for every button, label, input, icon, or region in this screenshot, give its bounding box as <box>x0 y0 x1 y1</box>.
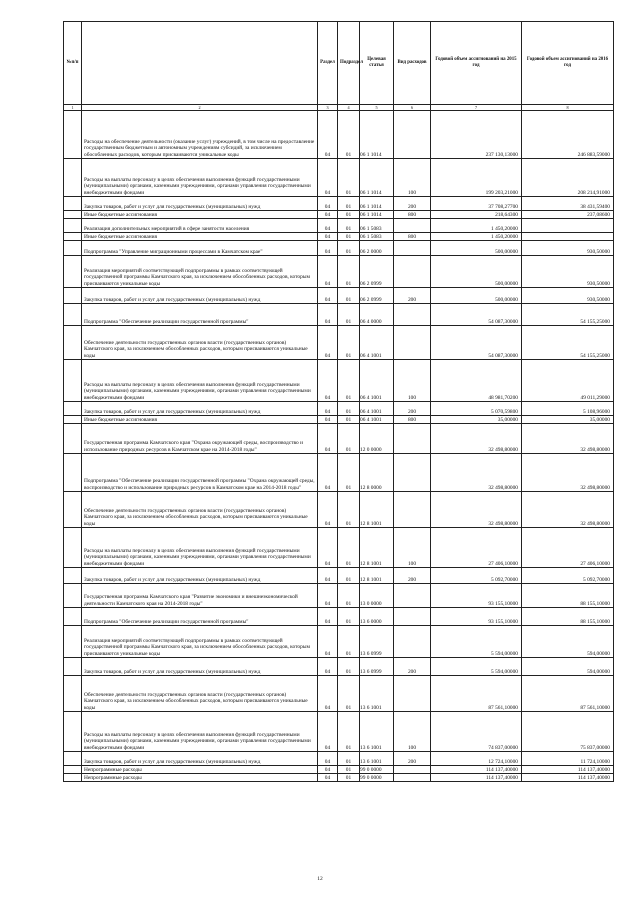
table-row <box>64 416 614 424</box>
row-value-2015: 93 155,10000 <box>431 584 522 608</box>
row-podrazdel: 01 <box>338 304 360 326</box>
budget-table-sheet <box>63 21 613 782</box>
row-value-2016: 38 431,59400 <box>522 197 614 211</box>
row-name: Расходы на обеспечение деятельности (оказание услуг) учреждений, в том числе на предоставление государственным бюджетным и автономным учреждениям субсидий, за исключением обособленных расходов, которым присваиваются уникальные коды <box>82 111 318 159</box>
table-row <box>64 658 614 676</box>
row-podrazdel: 01 <box>338 454 360 492</box>
col-number: 4 <box>338 105 360 111</box>
row-name: Обеспечение деятельности государственных органов власти (государственных органов) Камчатского края, за исключением обособленных расходов, которым присваиваются уникальные коды <box>82 326 318 360</box>
row-name: Иные бюджетные ассигнования <box>82 211 318 219</box>
row-podrazdel: 01 <box>338 111 360 159</box>
row-podrazdel: 01 <box>338 676 360 712</box>
header-razdel: Раздел <box>318 22 338 105</box>
budget-table <box>63 21 614 782</box>
row-podrazdel: 01 <box>338 256 360 288</box>
row-value-2016: 594,00000 <box>522 658 614 676</box>
row-exp-type <box>394 241 431 256</box>
table-row <box>64 424 614 454</box>
row-podrazdel: 01 <box>338 197 360 211</box>
row-exp-type <box>394 111 431 159</box>
row-number <box>64 774 82 782</box>
row-value-2016: 88 155,10000 <box>522 584 614 608</box>
row-razdel: 04 <box>318 424 338 454</box>
row-razdel: 04 <box>318 712 338 752</box>
row-podrazdel: 01 <box>338 288 360 304</box>
row-podrazdel: 01 <box>338 241 360 256</box>
row-target: 13 6 1001 <box>360 712 394 752</box>
row-exp-type: 200 <box>394 658 431 676</box>
row-number <box>64 241 82 256</box>
table-row <box>64 492 614 528</box>
row-value-2016: 930,50000 <box>522 241 614 256</box>
row-razdel: 04 <box>318 326 338 360</box>
row-target: 06 1 5083 <box>360 219 394 233</box>
row-value-2016: 237,08600 <box>522 211 614 219</box>
row-number <box>64 454 82 492</box>
table-row <box>64 676 614 712</box>
row-value-2016: 11 724,10000 <box>522 752 614 766</box>
table-row <box>64 626 614 658</box>
row-target: 12 8 1001 <box>360 492 394 528</box>
col-number: 1 <box>64 105 82 111</box>
row-name: Обеспечение деятельности государственных органов власти (государственных органов) Камчатского края, за исключением обособленных расходов, которым присваиваются уникальные коды <box>82 676 318 712</box>
row-name: Непрограммные расходы <box>82 774 318 782</box>
col-number: 8 <box>522 105 614 111</box>
col-number: 3 <box>318 105 338 111</box>
row-name: Закупка товаров, работ и услуг для государственных (муниципальных) нужд <box>82 658 318 676</box>
table-row <box>64 111 614 159</box>
row-target: 06 1 1014 <box>360 211 394 219</box>
row-target: 06 2 0000 <box>360 241 394 256</box>
row-number <box>64 752 82 766</box>
table-row <box>64 159 614 197</box>
row-exp-type: 200 <box>394 402 431 416</box>
row-podrazdel: 01 <box>338 774 360 782</box>
row-value-2016 <box>522 233 614 241</box>
table-row <box>64 304 614 326</box>
row-value-2015: 48 981,70200 <box>431 360 522 402</box>
row-exp-type <box>394 256 431 288</box>
col-number: 7 <box>431 105 522 111</box>
row-value-2016: 32 498,80000 <box>522 424 614 454</box>
table-row <box>64 752 614 766</box>
row-exp-type <box>394 626 431 658</box>
row-name: Закупка товаров, работ и услуг для государственных (муниципальных) нужд <box>82 568 318 584</box>
col-number: 6 <box>394 105 431 111</box>
table-row <box>64 402 614 416</box>
row-number <box>64 233 82 241</box>
table-row <box>64 233 614 241</box>
row-razdel: 04 <box>318 416 338 424</box>
table-row <box>64 766 614 774</box>
row-number <box>64 219 82 233</box>
row-number <box>64 492 82 528</box>
row-podrazdel: 01 <box>338 608 360 626</box>
row-number <box>64 111 82 159</box>
row-target: 13 6 1001 <box>360 752 394 766</box>
row-exp-type <box>394 676 431 712</box>
row-name: Реализация дополнительных мероприятий в сфере занятости населения <box>82 219 318 233</box>
table-row <box>64 528 614 568</box>
table-row <box>64 568 614 584</box>
row-podrazdel: 01 <box>338 568 360 584</box>
table-row <box>64 454 614 492</box>
row-target: 06 4 1001 <box>360 416 394 424</box>
row-razdel: 04 <box>318 676 338 712</box>
row-value-2015: 12 724,10000 <box>431 752 522 766</box>
row-exp-type: 100 <box>394 528 431 568</box>
row-podrazdel: 01 <box>338 658 360 676</box>
row-name: Подпрограмма "Управление миграционными процессами в Камчатском крае" <box>82 241 318 256</box>
row-razdel: 04 <box>318 528 338 568</box>
row-value-2015: 35,00000 <box>431 416 522 424</box>
row-value-2016: 208 214,91000 <box>522 159 614 197</box>
row-name: Подпрограмма "Обеспечение реализации государственной программы" <box>82 304 318 326</box>
row-number <box>64 288 82 304</box>
row-podrazdel: 01 <box>338 159 360 197</box>
row-exp-type <box>394 454 431 492</box>
row-value-2015: 93 155,10000 <box>431 608 522 626</box>
row-name: Расходы на выплаты персоналу в целях обеспечения выполнения функций государственными (муниципальными) органами, казенными учреждениями, органами управления государственными внебюджетными фондами <box>82 528 318 568</box>
row-name: Закупка товаров, работ и услуг для государственных (муниципальных) нужд <box>82 197 318 211</box>
row-exp-type: 100 <box>394 712 431 752</box>
row-razdel: 04 <box>318 197 338 211</box>
row-value-2016: 54 155,25000 <box>522 304 614 326</box>
row-name: Обеспечение деятельности государственных органов власти (государственных органов) Камчатского края, за исключением обособленных расходов, которым присваиваются уникальные коды <box>82 492 318 528</box>
row-name: Закупка товаров, работ и услуг для государственных (муниципальных) нужд <box>82 288 318 304</box>
row-number <box>64 416 82 424</box>
row-number <box>64 766 82 774</box>
row-value-2016: 246 883,59000 <box>522 111 614 159</box>
row-name: Непрограммные расходы <box>82 766 318 774</box>
table-row <box>64 219 614 233</box>
row-name: Реализация мероприятий соответствующей подпрограммы в рамках соответствующей государственной программы Камчатского края, за исключением обособленных расходов, которым присваиваются уникальные коды <box>82 256 318 288</box>
row-podrazdel: 01 <box>338 766 360 774</box>
row-name: Иные бюджетные ассигнования <box>82 233 318 241</box>
header-name <box>82 22 318 105</box>
row-number <box>64 326 82 360</box>
row-value-2016: 54 155,25000 <box>522 326 614 360</box>
row-value-2016: 88 155,10000 <box>522 608 614 626</box>
row-razdel: 04 <box>318 774 338 782</box>
row-exp-type <box>394 584 431 608</box>
row-number <box>64 676 82 712</box>
row-podrazdel: 01 <box>338 712 360 752</box>
row-exp-type: 200 <box>394 197 431 211</box>
row-name: Закупка товаров, работ и услуг для государственных (муниципальных) нужд <box>82 752 318 766</box>
row-target: 13 0 0000 <box>360 584 394 608</box>
row-exp-type: 200 <box>394 752 431 766</box>
table-row <box>64 360 614 402</box>
row-target: 06 1 5083 <box>360 233 394 241</box>
table-row <box>64 288 614 304</box>
row-podrazdel: 01 <box>338 492 360 528</box>
row-value-2016: 594,00000 <box>522 626 614 658</box>
row-target: 06 4 0000 <box>360 304 394 326</box>
header-podrazdel: Подраздел <box>338 22 360 105</box>
row-exp-type <box>394 326 431 360</box>
row-value-2016: 5 108,96000 <box>522 402 614 416</box>
row-name: Государственная программа Камчатского края "Охрана окружающей среды, воспроизводство и использование природных ресурсов в Камчатском крае на 2014-2018 годы" <box>82 424 318 454</box>
row-value-2015: 500,00000 <box>431 288 522 304</box>
row-value-2015: 1 450,20000 <box>431 219 522 233</box>
row-exp-type: 200 <box>394 288 431 304</box>
row-target: 12 8 1001 <box>360 528 394 568</box>
row-exp-type <box>394 219 431 233</box>
row-name: Закупка товаров, работ и услуг для государственных (муниципальных) нужд <box>82 402 318 416</box>
row-target: 06 1 1014 <box>360 111 394 159</box>
row-number <box>64 528 82 568</box>
table-row <box>64 608 614 626</box>
row-razdel: 04 <box>318 211 338 219</box>
row-razdel: 04 <box>318 219 338 233</box>
row-razdel: 04 <box>318 241 338 256</box>
row-value-2015: 37 708,27700 <box>431 197 522 211</box>
row-value-2015: 32 498,80000 <box>431 424 522 454</box>
table-header-row <box>64 22 614 105</box>
row-podrazdel: 01 <box>338 211 360 219</box>
row-value-2015: 54 087,30000 <box>431 326 522 360</box>
col-number: 2 <box>82 105 318 111</box>
row-target: 06 4 1001 <box>360 326 394 360</box>
row-name: Подпрограмма "Обеспечение реализации государственной программы" <box>82 608 318 626</box>
row-target: 06 2 0999 <box>360 288 394 304</box>
row-value-2015: 54 087,30000 <box>431 304 522 326</box>
row-podrazdel: 01 <box>338 326 360 360</box>
table-body <box>64 111 614 782</box>
row-number <box>64 304 82 326</box>
header-2015: Годовой объем ассигнований на 2015 год <box>431 22 522 105</box>
row-number <box>64 568 82 584</box>
row-name: Расходы на выплаты персоналу в целях обеспечения выполнения функций государственными (муниципальными) органами, казенными учреждениями, органами управления государственными внебюджетными фондами <box>82 360 318 402</box>
row-value-2016: 114 137,40000 <box>522 774 614 782</box>
row-value-2015: 114 137,40000 <box>431 774 522 782</box>
row-razdel: 04 <box>318 402 338 416</box>
row-podrazdel: 01 <box>338 752 360 766</box>
row-exp-type: 800 <box>394 233 431 241</box>
row-value-2015: 5 070,59800 <box>431 402 522 416</box>
row-value-2015: 500,00000 <box>431 256 522 288</box>
row-value-2016: 35,00000 <box>522 416 614 424</box>
row-razdel: 04 <box>318 766 338 774</box>
header-exp-type: Вид расходов <box>394 22 431 105</box>
row-target: 06 4 1001 <box>360 402 394 416</box>
row-value-2016: 49 011,29000 <box>522 360 614 402</box>
header-2016: Годовой объем ассигнований на 2016 год <box>522 22 614 105</box>
row-exp-type: 100 <box>394 159 431 197</box>
row-podrazdel: 01 <box>338 402 360 416</box>
row-number <box>64 424 82 454</box>
row-exp-type: 200 <box>394 568 431 584</box>
row-target: 06 1 1014 <box>360 159 394 197</box>
row-value-2015: 32 498,80000 <box>431 454 522 492</box>
row-value-2015: 5 594,00000 <box>431 658 522 676</box>
row-value-2015: 32 498,80000 <box>431 492 522 528</box>
table-row <box>64 774 614 782</box>
row-value-2015: 199 203,21000 <box>431 159 522 197</box>
row-number <box>64 712 82 752</box>
row-value-2016: 5 092,70000 <box>522 568 614 584</box>
row-podrazdel: 01 <box>338 584 360 608</box>
row-razdel: 04 <box>318 584 338 608</box>
col-number: 5 <box>360 105 394 111</box>
row-value-2016: 930,50000 <box>522 256 614 288</box>
row-exp-type <box>394 766 431 774</box>
row-exp-type <box>394 774 431 782</box>
row-podrazdel: 01 <box>338 626 360 658</box>
row-exp-type <box>394 492 431 528</box>
row-exp-type <box>394 608 431 626</box>
row-value-2016: 32 498,80000 <box>522 492 614 528</box>
table-row <box>64 197 614 211</box>
table-row <box>64 712 614 752</box>
row-value-2016: 75 837,00000 <box>522 712 614 752</box>
row-razdel: 04 <box>318 568 338 584</box>
header-num: №п/п <box>64 22 82 105</box>
row-podrazdel: 01 <box>338 528 360 568</box>
row-value-2015: 5 092,70000 <box>431 568 522 584</box>
row-razdel: 04 <box>318 752 338 766</box>
row-podrazdel: 01 <box>338 219 360 233</box>
row-exp-type: 100 <box>394 360 431 402</box>
row-razdel: 04 <box>318 658 338 676</box>
row-value-2015: 87 561,10000 <box>431 676 522 712</box>
row-target: 99 0 0000 <box>360 774 394 782</box>
row-number <box>64 211 82 219</box>
row-podrazdel: 01 <box>338 424 360 454</box>
row-value-2015: 5 594,00000 <box>431 626 522 658</box>
table-row <box>64 211 614 219</box>
row-value-2015: 1 450,20000 <box>431 233 522 241</box>
header-target: Целевая статья <box>360 22 394 105</box>
row-razdel: 04 <box>318 492 338 528</box>
row-exp-type <box>394 424 431 454</box>
row-value-2015: 74 837,00000 <box>431 712 522 752</box>
table-row <box>64 241 614 256</box>
row-name: Подпрограмма "Обеспечение реализации государственной программы "Охрана окружающей среды, воспроизводство и использование природных ресурсов в Камчатском крае на 2014-2018 годы" <box>82 454 318 492</box>
row-value-2015: 218,64300 <box>431 211 522 219</box>
row-razdel: 04 <box>318 111 338 159</box>
row-target: 06 4 1001 <box>360 360 394 402</box>
row-value-2016: 32 498,80000 <box>522 454 614 492</box>
row-razdel: 04 <box>318 304 338 326</box>
row-target: 99 0 0000 <box>360 766 394 774</box>
row-number <box>64 197 82 211</box>
row-number <box>64 159 82 197</box>
row-number <box>64 256 82 288</box>
row-value-2015: 27 406,10000 <box>431 528 522 568</box>
row-number <box>64 626 82 658</box>
row-podrazdel: 01 <box>338 360 360 402</box>
row-target: 06 2 0999 <box>360 256 394 288</box>
row-value-2016 <box>522 219 614 233</box>
row-number <box>64 584 82 608</box>
row-razdel: 04 <box>318 626 338 658</box>
table-row <box>64 256 614 288</box>
row-razdel: 04 <box>318 159 338 197</box>
row-target: 13 6 0999 <box>360 626 394 658</box>
row-value-2015: 114 137,40000 <box>431 766 522 774</box>
row-number <box>64 658 82 676</box>
row-target: 12 8 0000 <box>360 454 394 492</box>
row-podrazdel: 01 <box>338 233 360 241</box>
row-exp-type <box>394 304 431 326</box>
row-razdel: 04 <box>318 454 338 492</box>
row-target: 12 0 0000 <box>360 424 394 454</box>
row-value-2016: 27 406,10000 <box>522 528 614 568</box>
row-name: Государственная программа Камчатского края "Развитие экономики и внешнеэкономической деятельности Камчатского края на 2014-2018 годы" <box>82 584 318 608</box>
row-number <box>64 608 82 626</box>
row-exp-type: 800 <box>394 211 431 219</box>
row-razdel: 04 <box>318 288 338 304</box>
row-exp-type: 800 <box>394 416 431 424</box>
row-name: Иные бюджетные ассигнования <box>82 416 318 424</box>
row-name: Расходы на выплаты персоналу в целях обеспечения выполнения функций государственными (муниципальными) органами, казенными учреждениями, органами управления государственными внебюджетными фондами <box>82 712 318 752</box>
row-podrazdel: 01 <box>338 416 360 424</box>
row-value-2016: 930,50000 <box>522 288 614 304</box>
row-number <box>64 360 82 402</box>
row-target: 13 6 0000 <box>360 608 394 626</box>
table-row <box>64 326 614 360</box>
row-value-2016: 87 561,10000 <box>522 676 614 712</box>
row-target: 13 6 0999 <box>360 658 394 676</box>
row-number <box>64 402 82 416</box>
row-value-2016: 114 137,40000 <box>522 766 614 774</box>
row-name: Расходы на выплаты персоналу в целях обеспечения выполнения функций государственными (муниципальными) органами, казенными учреждениями, органами управления государственными внебюджетными фондами <box>82 159 318 197</box>
row-target: 13 6 1001 <box>360 676 394 712</box>
row-razdel: 04 <box>318 233 338 241</box>
row-target: 06 1 1014 <box>360 197 394 211</box>
page-number: 12 <box>317 876 323 882</box>
row-name: Реализация мероприятий соответствующей подпрограммы в рамках соответствующей государственной программы Камчатского края, за исключением обособленных расходов, которым присваиваются уникальные коды <box>82 626 318 658</box>
row-razdel: 04 <box>318 360 338 402</box>
table-row <box>64 584 614 608</box>
row-razdel: 04 <box>318 256 338 288</box>
row-value-2015: 500,00000 <box>431 241 522 256</box>
row-target: 12 8 1001 <box>360 568 394 584</box>
row-razdel: 04 <box>318 608 338 626</box>
row-value-2015: 237 130,13000 <box>431 111 522 159</box>
